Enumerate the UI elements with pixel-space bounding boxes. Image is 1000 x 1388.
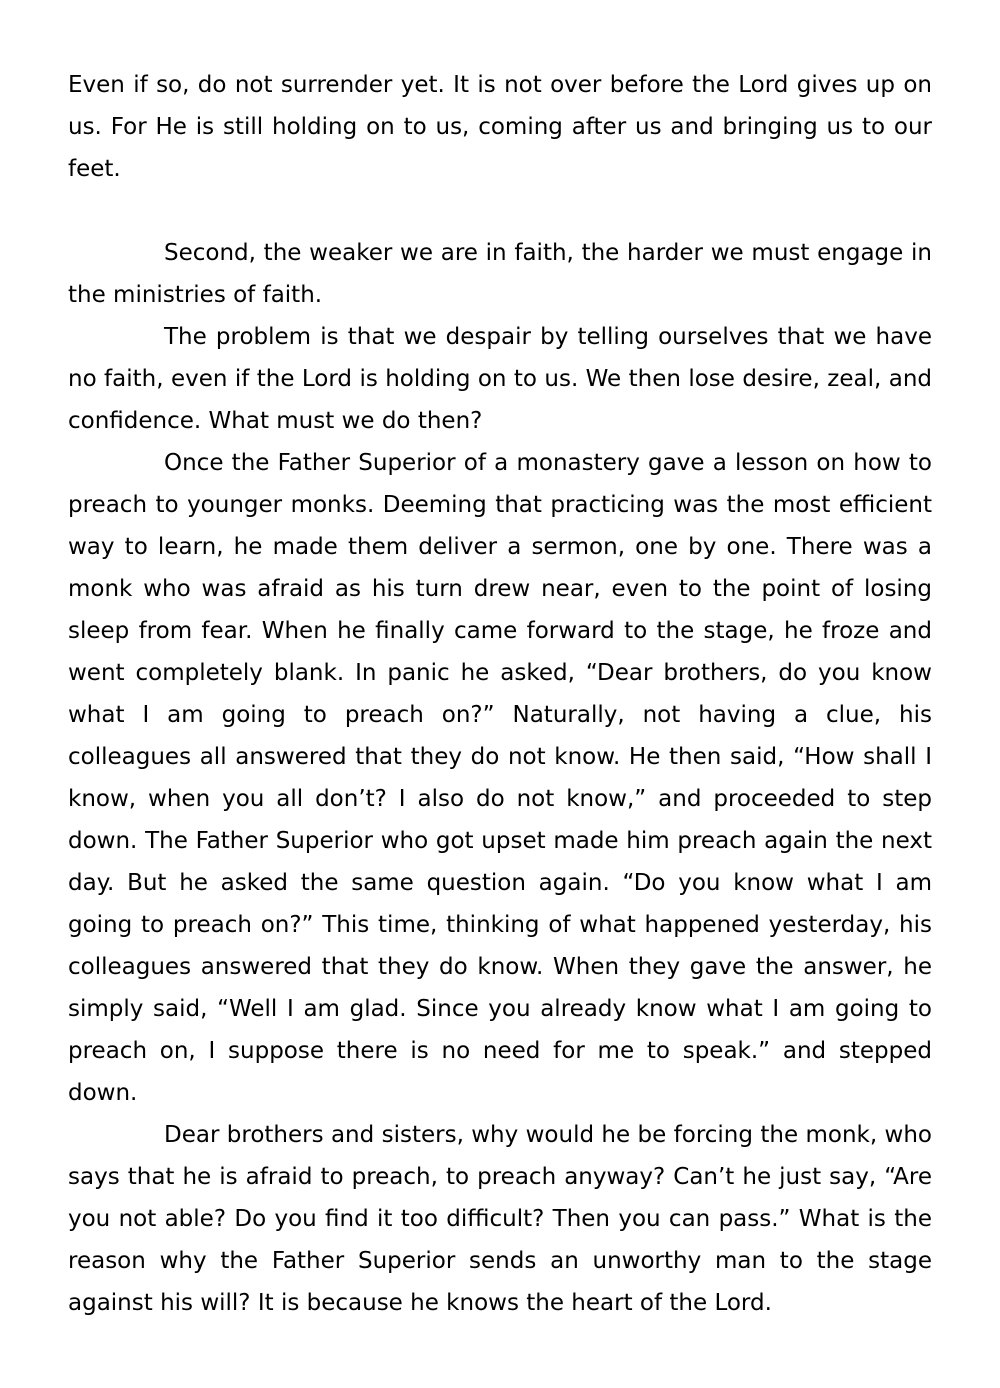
paragraph-reflection: Dear brothers and sisters, why would he be forcing the monk, who says that he is afraid to preach, to preach anyway? Can’t he just say, “Are you not able? Do you find it too difficult? Then you can pass.” What is the reason why the Father Superior sends an unworthy man to the stage against his will? It is because he knows the heart of the Lord. <box>68 1122 932 1316</box>
paragraph-closing-encouragement: Even if so, do not surrender yet. It is not over before the Lord gives up on us. For He is still holding on to us, coming after us and bringing us to our feet. <box>68 72 932 182</box>
paragraph-despair-problem: The problem is that we despair by telling ourselves that we have no faith, even if the Lord is holding on to us. We then lose desire, zeal, and confidence. What must we do then? <box>68 324 932 434</box>
paragraph-second-point: Second, the weaker we are in faith, the harder we must engage in the ministries of faith. <box>68 240 932 308</box>
paragraph-monk-story: Once the Father Superior of a monastery gave a lesson on how to preach to younger monks. Deeming that practicing was the most efficient way to learn, he made them deliver a sermon, one by one. There was a monk who was afraid as his turn drew near, even to the point of losing sleep from fear. When he finally came forward to the stage, he froze and went completely blank. In panic he asked, “Dear brothers, do you know what I am going to preach on?” Naturally, not having a clue, his colleagues all answered that they do not know. He then said, “How shall I know, when you all don’t? I also do not know,” and proceeded to step down. The Father Superior who got upset made him preach again the next day. But he asked the same question again. “Do you know what I am going to preach on?” This time, thinking of what happened yesterday, his colleagues answered that they do know. When they gave the answer, he simply said, “Well I am glad. Since you already know what I am going to preach on, I suppose there is no need for me to speak.” and stepped down. <box>68 450 932 1106</box>
